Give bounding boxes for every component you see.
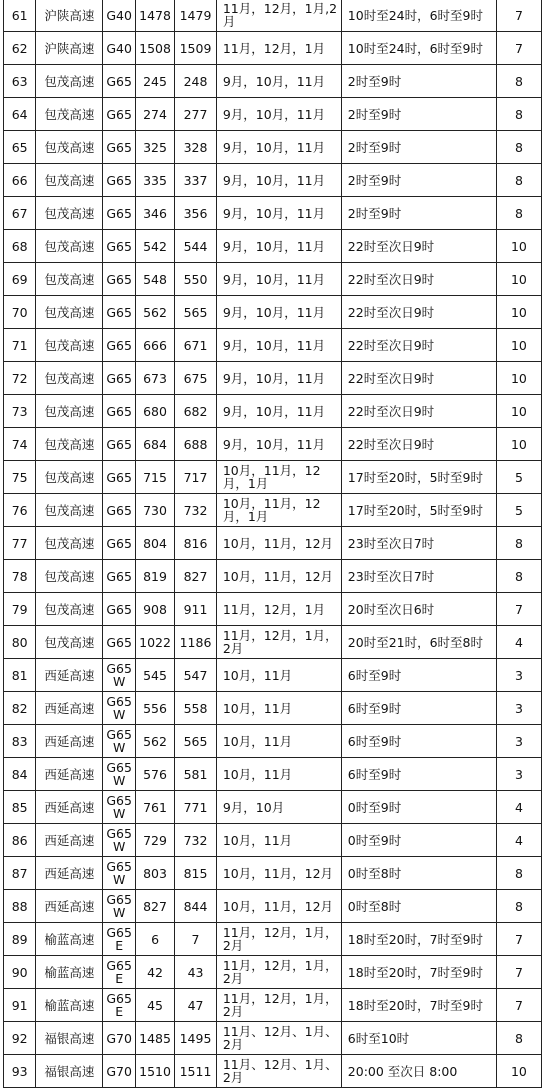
end-stake-cell: 732 [175, 494, 217, 527]
start-stake-cell: 556 [135, 692, 174, 725]
months-cell: 11月、12月、1月、2月 [216, 1055, 341, 1088]
route-code-cell: G65 [103, 494, 135, 527]
end-stake-cell: 248 [175, 65, 217, 98]
time-period-cell: 22时至次日9时 [341, 362, 496, 395]
start-stake-cell: 729 [135, 824, 174, 857]
months-cell: 9月，10月，11月 [216, 164, 341, 197]
row-number-cell: 72 [4, 362, 36, 395]
end-stake-cell: 1511 [175, 1055, 217, 1088]
frequency-cell: 8 [496, 890, 541, 923]
route-code-cell: G65W [103, 692, 135, 725]
table-body [4, 0, 542, 1088]
table-row [4, 593, 542, 626]
months-cell: 10月，11月，12月，1月 [216, 494, 341, 527]
route-code-cell: G65E [103, 923, 135, 956]
time-period-cell: 0时至9时 [341, 791, 496, 824]
row-number-cell: 62 [4, 32, 36, 65]
row-number-cell: 69 [4, 263, 36, 296]
start-stake-cell: 715 [135, 461, 174, 494]
frequency-cell: 10 [496, 1055, 541, 1088]
end-stake-cell: 277 [175, 98, 217, 131]
highway-name-cell: 包茂高速 [36, 626, 103, 659]
route-code-cell: G40 [103, 0, 135, 32]
months-cell: 11月，12月，1月，2月 [216, 989, 341, 1022]
fog-road-section-table [3, 0, 542, 1088]
highway-name-cell: 包茂高速 [36, 428, 103, 461]
row-number-cell: 73 [4, 395, 36, 428]
end-stake-cell: 7 [175, 923, 217, 956]
end-stake-cell: 1495 [175, 1022, 217, 1055]
frequency-cell: 3 [496, 692, 541, 725]
route-code-cell: G65 [103, 197, 135, 230]
frequency-cell: 8 [496, 857, 541, 890]
highway-name-cell: 西延高速 [36, 659, 103, 692]
months-cell: 11月，12月，1月，2月 [216, 923, 341, 956]
start-stake-cell: 804 [135, 527, 174, 560]
highway-name-cell: 榆蓝高速 [36, 989, 103, 1022]
highway-name-cell: 沪陕高速 [36, 0, 103, 32]
frequency-cell: 10 [496, 263, 541, 296]
row-number-cell: 85 [4, 791, 36, 824]
frequency-cell: 7 [496, 32, 541, 65]
table-row [4, 263, 542, 296]
time-period-cell: 0时至8时 [341, 857, 496, 890]
months-cell: 11月，12月，1月 [216, 32, 341, 65]
end-stake-cell: 47 [175, 989, 217, 1022]
end-stake-cell: 544 [175, 230, 217, 263]
table-row [4, 923, 542, 956]
start-stake-cell: 819 [135, 560, 174, 593]
end-stake-cell: 1186 [175, 626, 217, 659]
start-stake-cell: 325 [135, 131, 174, 164]
row-number-cell: 63 [4, 65, 36, 98]
end-stake-cell: 1479 [175, 0, 217, 32]
table-row [4, 824, 542, 857]
route-code-cell: G65 [103, 230, 135, 263]
time-period-cell: 23时至次日7时 [341, 527, 496, 560]
highway-name-cell: 西延高速 [36, 857, 103, 890]
frequency-cell: 10 [496, 329, 541, 362]
time-period-cell: 23时至次日7时 [341, 560, 496, 593]
start-stake-cell: 576 [135, 758, 174, 791]
table-row [4, 725, 542, 758]
row-number-cell: 79 [4, 593, 36, 626]
row-number-cell: 66 [4, 164, 36, 197]
route-code-cell: G65W [103, 791, 135, 824]
end-stake-cell: 565 [175, 725, 217, 758]
months-cell: 10月，11月 [216, 725, 341, 758]
months-cell: 9月，10月 [216, 791, 341, 824]
months-cell: 9月，10月，11月 [216, 428, 341, 461]
end-stake-cell: 581 [175, 758, 217, 791]
months-cell: 11月、12月、1月、2月 [216, 1022, 341, 1055]
time-period-cell: 20时至次日6时 [341, 593, 496, 626]
end-stake-cell: 816 [175, 527, 217, 560]
start-stake-cell: 666 [135, 329, 174, 362]
start-stake-cell: 335 [135, 164, 174, 197]
months-cell: 9月，10月，11月 [216, 131, 341, 164]
end-stake-cell: 43 [175, 956, 217, 989]
time-period-cell: 22时至次日9时 [341, 428, 496, 461]
frequency-cell: 7 [496, 923, 541, 956]
months-cell: 10月，11月 [216, 758, 341, 791]
table-row [4, 1022, 542, 1055]
route-code-cell: G40 [103, 32, 135, 65]
frequency-cell: 4 [496, 824, 541, 857]
row-number-cell: 68 [4, 230, 36, 263]
highway-name-cell: 包茂高速 [36, 329, 103, 362]
frequency-cell: 8 [496, 65, 541, 98]
months-cell: 9月，10月，11月 [216, 395, 341, 428]
table-row [4, 560, 542, 593]
time-period-cell: 6时至9时 [341, 758, 496, 791]
table-row [4, 791, 542, 824]
route-code-cell: G65 [103, 593, 135, 626]
months-cell: 10月，11月，12月 [216, 560, 341, 593]
highway-name-cell: 包茂高速 [36, 131, 103, 164]
route-code-cell: G65 [103, 461, 135, 494]
start-stake-cell: 1508 [135, 32, 174, 65]
months-cell: 10月，11月 [216, 692, 341, 725]
highway-name-cell: 包茂高速 [36, 230, 103, 263]
table-row [4, 0, 542, 32]
start-stake-cell: 1478 [135, 0, 174, 32]
frequency-cell: 3 [496, 659, 541, 692]
route-code-cell: G65W [103, 824, 135, 857]
time-period-cell: 6时至9时 [341, 725, 496, 758]
route-code-cell: G65W [103, 659, 135, 692]
time-period-cell: 2时至9时 [341, 65, 496, 98]
months-cell: 10月，11月 [216, 824, 341, 857]
time-period-cell: 2时至9时 [341, 164, 496, 197]
table-row [4, 428, 542, 461]
table-row [4, 131, 542, 164]
frequency-cell: 8 [496, 98, 541, 131]
row-number-cell: 84 [4, 758, 36, 791]
highway-name-cell: 包茂高速 [36, 593, 103, 626]
frequency-cell: 8 [496, 131, 541, 164]
route-code-cell: G65 [103, 164, 135, 197]
route-code-cell: G65 [103, 263, 135, 296]
time-period-cell: 18时至20时，7时至9时 [341, 989, 496, 1022]
highway-name-cell: 榆蓝高速 [36, 956, 103, 989]
end-stake-cell: 675 [175, 362, 217, 395]
table-row [4, 32, 542, 65]
frequency-cell: 10 [496, 296, 541, 329]
row-number-cell: 81 [4, 659, 36, 692]
time-period-cell: 0时至9时 [341, 824, 496, 857]
row-number-cell: 61 [4, 0, 36, 32]
route-code-cell: G70 [103, 1022, 135, 1055]
table-row [4, 659, 542, 692]
row-number-cell: 86 [4, 824, 36, 857]
end-stake-cell: 547 [175, 659, 217, 692]
table-row [4, 527, 542, 560]
frequency-cell: 4 [496, 791, 541, 824]
start-stake-cell: 680 [135, 395, 174, 428]
route-code-cell: G65E [103, 956, 135, 989]
time-period-cell: 20:00 至次日 8:00 [341, 1055, 496, 1088]
row-number-cell: 78 [4, 560, 36, 593]
route-code-cell: G65 [103, 395, 135, 428]
months-cell: 11月，12月，1月，2月 [216, 626, 341, 659]
months-cell: 10月，11月，12月 [216, 857, 341, 890]
months-cell: 11月，12月，1月,2月 [216, 0, 341, 32]
start-stake-cell: 1022 [135, 626, 174, 659]
months-cell: 10月，11月，12月 [216, 890, 341, 923]
highway-name-cell: 西延高速 [36, 758, 103, 791]
table-row [4, 296, 542, 329]
route-code-cell: G65 [103, 98, 135, 131]
start-stake-cell: 346 [135, 197, 174, 230]
start-stake-cell: 6 [135, 923, 174, 956]
frequency-cell: 5 [496, 494, 541, 527]
time-period-cell: 0时至8时 [341, 890, 496, 923]
months-cell: 9月，10月，11月 [216, 230, 341, 263]
route-code-cell: G65 [103, 560, 135, 593]
highway-name-cell: 包茂高速 [36, 197, 103, 230]
table-row [4, 461, 542, 494]
time-period-cell: 6时至10时 [341, 1022, 496, 1055]
highway-name-cell: 西延高速 [36, 791, 103, 824]
end-stake-cell: 337 [175, 164, 217, 197]
highway-name-cell: 包茂高速 [36, 65, 103, 98]
start-stake-cell: 542 [135, 230, 174, 263]
route-code-cell: G65 [103, 527, 135, 560]
table-row [4, 857, 542, 890]
highway-name-cell: 西延高速 [36, 692, 103, 725]
months-cell: 9月，10月，11月 [216, 65, 341, 98]
end-stake-cell: 558 [175, 692, 217, 725]
highway-name-cell: 包茂高速 [36, 263, 103, 296]
highway-name-cell: 包茂高速 [36, 527, 103, 560]
route-code-cell: G65 [103, 131, 135, 164]
route-code-cell: G65W [103, 890, 135, 923]
time-period-cell: 22时至次日9时 [341, 230, 496, 263]
start-stake-cell: 562 [135, 296, 174, 329]
months-cell: 10月，11月 [216, 659, 341, 692]
time-period-cell: 22时至次日9时 [341, 263, 496, 296]
highway-name-cell: 西延高速 [36, 890, 103, 923]
frequency-cell: 8 [496, 1022, 541, 1055]
route-code-cell: G65E [103, 989, 135, 1022]
table-row [4, 1055, 542, 1088]
start-stake-cell: 803 [135, 857, 174, 890]
row-number-cell: 90 [4, 956, 36, 989]
route-code-cell: G65 [103, 362, 135, 395]
start-stake-cell: 562 [135, 725, 174, 758]
frequency-cell: 3 [496, 725, 541, 758]
frequency-cell: 10 [496, 362, 541, 395]
row-number-cell: 91 [4, 989, 36, 1022]
time-period-cell: 20时至21时，6时至8时 [341, 626, 496, 659]
highway-name-cell: 包茂高速 [36, 362, 103, 395]
row-number-cell: 76 [4, 494, 36, 527]
highway-name-cell: 包茂高速 [36, 296, 103, 329]
end-stake-cell: 827 [175, 560, 217, 593]
table-row [4, 329, 542, 362]
end-stake-cell: 844 [175, 890, 217, 923]
time-period-cell: 18时至20时，7时至9时 [341, 923, 496, 956]
table-row [4, 230, 542, 263]
route-code-cell: G65 [103, 65, 135, 98]
end-stake-cell: 688 [175, 428, 217, 461]
start-stake-cell: 274 [135, 98, 174, 131]
start-stake-cell: 730 [135, 494, 174, 527]
highway-name-cell: 包茂高速 [36, 494, 103, 527]
frequency-cell: 5 [496, 461, 541, 494]
frequency-cell: 3 [496, 758, 541, 791]
end-stake-cell: 717 [175, 461, 217, 494]
row-number-cell: 71 [4, 329, 36, 362]
highway-name-cell: 包茂高速 [36, 395, 103, 428]
table-row [4, 494, 542, 527]
months-cell: 10月，11月，12月，1月 [216, 461, 341, 494]
months-cell: 11月，12月，1月，2月 [216, 956, 341, 989]
row-number-cell: 67 [4, 197, 36, 230]
route-code-cell: G65 [103, 428, 135, 461]
table-row [4, 362, 542, 395]
months-cell: 10月，11月，12月 [216, 527, 341, 560]
route-code-cell: G65W [103, 725, 135, 758]
highway-name-cell: 包茂高速 [36, 98, 103, 131]
time-period-cell: 18时至20时，7时至9时 [341, 956, 496, 989]
start-stake-cell: 245 [135, 65, 174, 98]
start-stake-cell: 548 [135, 263, 174, 296]
months-cell: 9月，10月，11月 [216, 296, 341, 329]
table-row [4, 890, 542, 923]
table-row [4, 956, 542, 989]
time-period-cell: 22时至次日9时 [341, 296, 496, 329]
frequency-cell: 4 [496, 626, 541, 659]
end-stake-cell: 328 [175, 131, 217, 164]
time-period-cell: 2时至9时 [341, 98, 496, 131]
row-number-cell: 80 [4, 626, 36, 659]
table-row [4, 395, 542, 428]
time-period-cell: 6时至9时 [341, 659, 496, 692]
end-stake-cell: 671 [175, 329, 217, 362]
row-number-cell: 89 [4, 923, 36, 956]
row-number-cell: 83 [4, 725, 36, 758]
frequency-cell: 7 [496, 0, 541, 32]
time-period-cell: 6时至9时 [341, 692, 496, 725]
frequency-cell: 10 [496, 428, 541, 461]
row-number-cell: 77 [4, 527, 36, 560]
row-number-cell: 93 [4, 1055, 36, 1088]
time-period-cell: 10时至24时，6时至9时 [341, 32, 496, 65]
frequency-cell: 7 [496, 989, 541, 1022]
row-number-cell: 65 [4, 131, 36, 164]
highway-name-cell: 榆蓝高速 [36, 923, 103, 956]
end-stake-cell: 732 [175, 824, 217, 857]
row-number-cell: 75 [4, 461, 36, 494]
end-stake-cell: 911 [175, 593, 217, 626]
route-code-cell: G65W [103, 758, 135, 791]
months-cell: 9月，10月，11月 [216, 197, 341, 230]
time-period-cell: 17时至20时，5时至9时 [341, 494, 496, 527]
row-number-cell: 88 [4, 890, 36, 923]
start-stake-cell: 1510 [135, 1055, 174, 1088]
end-stake-cell: 565 [175, 296, 217, 329]
table-row [4, 626, 542, 659]
table-row [4, 98, 542, 131]
highway-name-cell: 包茂高速 [36, 461, 103, 494]
route-code-cell: G70 [103, 1055, 135, 1088]
start-stake-cell: 684 [135, 428, 174, 461]
end-stake-cell: 815 [175, 857, 217, 890]
route-code-cell: G65 [103, 329, 135, 362]
start-stake-cell: 42 [135, 956, 174, 989]
end-stake-cell: 356 [175, 197, 217, 230]
time-period-cell: 22时至次日9时 [341, 329, 496, 362]
highway-name-cell: 包茂高速 [36, 164, 103, 197]
end-stake-cell: 771 [175, 791, 217, 824]
frequency-cell: 8 [496, 164, 541, 197]
months-cell: 9月，10月，11月 [216, 329, 341, 362]
highway-name-cell: 西延高速 [36, 725, 103, 758]
row-number-cell: 64 [4, 98, 36, 131]
end-stake-cell: 550 [175, 263, 217, 296]
time-period-cell: 2时至9时 [341, 131, 496, 164]
start-stake-cell: 761 [135, 791, 174, 824]
frequency-cell: 7 [496, 593, 541, 626]
months-cell: 9月，10月，11月 [216, 263, 341, 296]
frequency-cell: 7 [496, 956, 541, 989]
row-number-cell: 70 [4, 296, 36, 329]
route-code-cell: G65 [103, 626, 135, 659]
table-row [4, 197, 542, 230]
months-cell: 9月，10月，11月 [216, 362, 341, 395]
row-number-cell: 92 [4, 1022, 36, 1055]
frequency-cell: 10 [496, 230, 541, 263]
highway-name-cell: 福银高速 [36, 1055, 103, 1088]
start-stake-cell: 545 [135, 659, 174, 692]
frequency-cell: 10 [496, 395, 541, 428]
time-period-cell: 10时至24时，6时至9时 [341, 0, 496, 32]
highway-name-cell: 包茂高速 [36, 560, 103, 593]
time-period-cell: 2时至9时 [341, 197, 496, 230]
start-stake-cell: 45 [135, 989, 174, 1022]
route-code-cell: G65 [103, 296, 135, 329]
time-period-cell: 22时至次日9时 [341, 395, 496, 428]
frequency-cell: 8 [496, 197, 541, 230]
table-row [4, 989, 542, 1022]
months-cell: 9月，10月，11月 [216, 98, 341, 131]
start-stake-cell: 908 [135, 593, 174, 626]
table-row [4, 758, 542, 791]
end-stake-cell: 1509 [175, 32, 217, 65]
table-row [4, 65, 542, 98]
end-stake-cell: 682 [175, 395, 217, 428]
highway-name-cell: 沪陕高速 [36, 32, 103, 65]
time-period-cell: 17时至20时，5时至9时 [341, 461, 496, 494]
start-stake-cell: 1485 [135, 1022, 174, 1055]
months-cell: 11月，12月，1月 [216, 593, 341, 626]
start-stake-cell: 673 [135, 362, 174, 395]
highway-name-cell: 福银高速 [36, 1022, 103, 1055]
row-number-cell: 87 [4, 857, 36, 890]
highway-name-cell: 西延高速 [36, 824, 103, 857]
frequency-cell: 8 [496, 560, 541, 593]
row-number-cell: 74 [4, 428, 36, 461]
frequency-cell: 8 [496, 527, 541, 560]
route-code-cell: G65W [103, 857, 135, 890]
table-row [4, 164, 542, 197]
start-stake-cell: 827 [135, 890, 174, 923]
table-row [4, 692, 542, 725]
row-number-cell: 82 [4, 692, 36, 725]
